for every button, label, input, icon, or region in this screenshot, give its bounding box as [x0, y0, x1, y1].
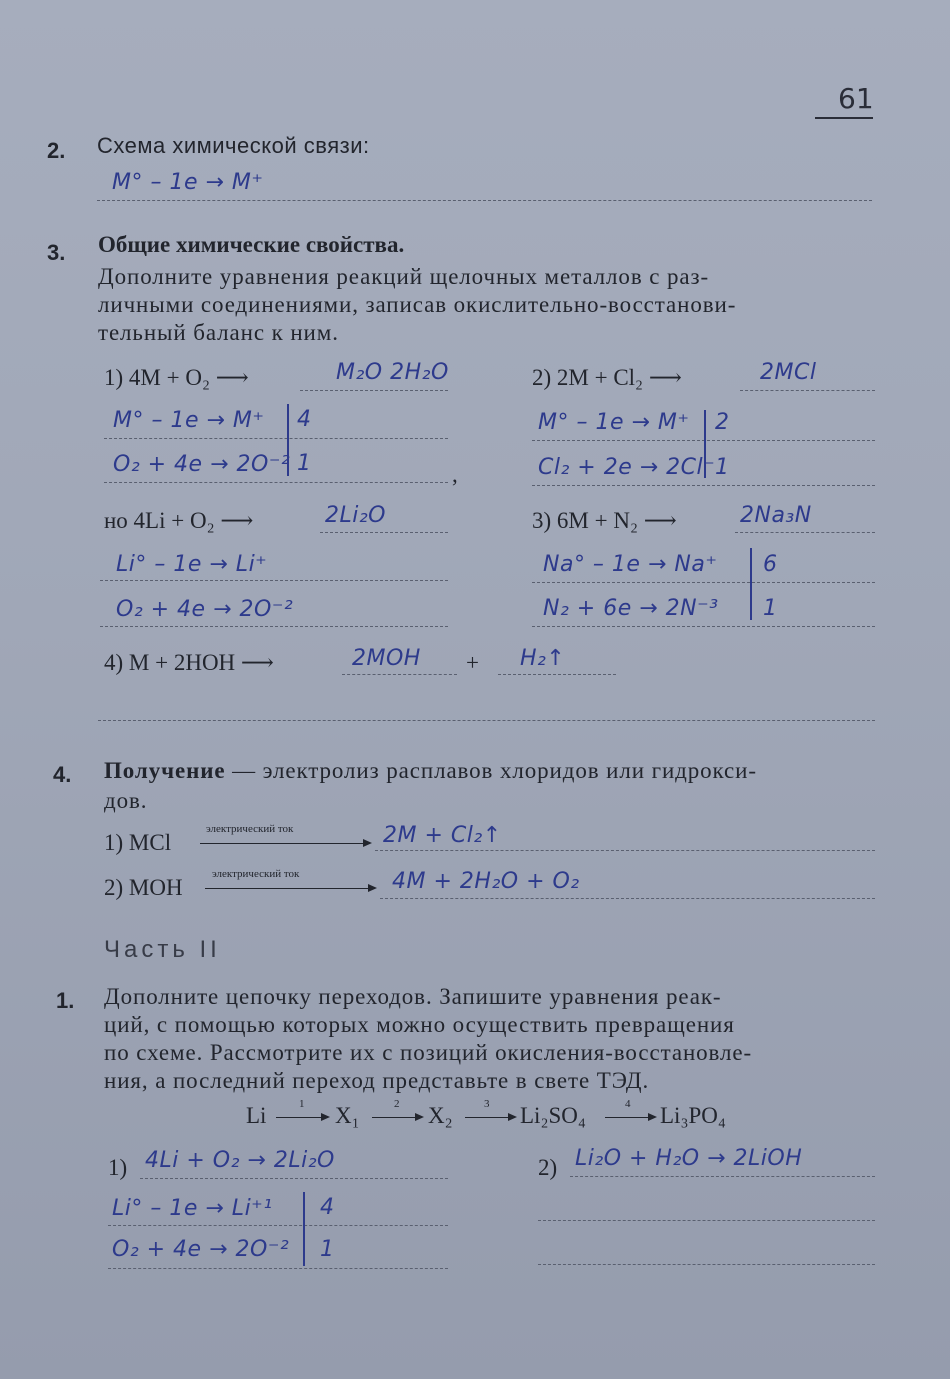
answer-2-line-3 — [538, 1264, 875, 1265]
electrolysis-2-arrow — [205, 888, 375, 889]
page-number-underline — [815, 117, 873, 119]
reaction-1-balance-1: M° – 1e → M⁺ — [113, 408, 265, 433]
electrolysis-1-label: 1) MCl — [104, 830, 172, 855]
reaction-3-balance-2: N₂ + 6e → 2N⁻³ — [543, 596, 719, 621]
answer-1-handwriting: 4Li + O₂ → 2Li₂O — [145, 1148, 335, 1173]
section-3-text-line-3: тельный баланс к ним. — [98, 320, 339, 345]
answer-2-line-2 — [538, 1220, 875, 1221]
part-2-text-line-1: Дополните цепочку переходов. Запишите уравнения реак- — [104, 984, 722, 1009]
reaction-3-balance-divider — [750, 548, 752, 620]
answer-1-balance-1: Li° – 1e → Li⁺¹ — [112, 1196, 273, 1221]
answer-1-line — [140, 1178, 448, 1179]
reaction-1-coef-2: 1 — [297, 451, 312, 476]
part-2-text-line-2: ций, с помощью которых можно осуществить превращения — [104, 1012, 735, 1037]
reaction-li-label: но 4Li + O₂ ⟶ — [104, 508, 254, 533]
reaction-4-line-2 — [498, 674, 616, 675]
reaction-2-balance-1: M° – 1e → M⁺ — [538, 410, 690, 435]
reaction-4-product-1: 2MOH — [352, 646, 421, 671]
chain-step-4: 4 — [625, 1098, 631, 1110]
answer-1-line-2 — [108, 1225, 448, 1226]
reaction-2-line — [740, 390, 875, 391]
reaction-li-balance-1: Li° – 1e → Li⁺ — [116, 552, 268, 577]
reaction-1-balance-2: O₂ + 4e → 2O⁻² — [113, 452, 291, 477]
part-2-text-line-3: по схеме. Рассмотрите их с позиций окисления-восстановле- — [104, 1040, 753, 1065]
section-4-title — [104, 756, 757, 785]
section-4-title-bold: Получение — [104, 758, 226, 783]
chain-item-1: Li — [246, 1103, 267, 1128]
electrolysis-2-arrow-label: электрический ток — [212, 868, 300, 880]
reaction-2-label: 2) 2M + Cl₂ ⟶ — [532, 365, 682, 390]
reaction-4-line-1 — [342, 674, 457, 675]
reaction-li-product: 2Li₂O — [325, 503, 387, 528]
chain-arrow-3 — [465, 1117, 515, 1118]
reaction-1-line — [300, 390, 448, 391]
section-3-number: 3. — [47, 240, 66, 265]
reaction-4-product-2: H₂↑ — [520, 646, 566, 671]
section-4-number: 4. — [53, 762, 72, 787]
reaction-li-balance-2: O₂ + 4e → 2O⁻² — [116, 597, 294, 622]
electrolysis-1-arrow-label: электрический ток — [206, 823, 294, 835]
reaction-4-line-3 — [98, 720, 875, 721]
electrolysis-2-product: 4M + 2H₂O + O₂ — [392, 869, 580, 894]
chain-step-2: 2 — [394, 1098, 400, 1110]
page-number: 61 — [838, 82, 874, 115]
section-3-text-line-2: личными соединениями, записав окислительно-восстанови- — [98, 292, 737, 317]
answer-1-balance-divider — [303, 1192, 305, 1266]
reaction-3-line — [735, 532, 875, 533]
electrolysis-1-product: 2M + Cl₂↑ — [383, 823, 502, 848]
reaction-2-coef-2: 1 — [715, 455, 730, 480]
reaction-2-balance-2: Cl₂ + 2e → 2Cl⁻ — [538, 455, 716, 480]
reaction-1-line-2 — [104, 438, 448, 439]
reaction-1-coef-1: 4 — [297, 407, 312, 432]
reaction-1-balance-divider — [287, 404, 289, 476]
electrolysis-1-arrow — [200, 843, 370, 844]
reaction-3-balance-1: Na° – 1e → Na⁺ — [543, 552, 718, 577]
reaction-3-line-2 — [532, 582, 875, 583]
answer-2-line — [570, 1176, 875, 1177]
section-2-number: 2. — [47, 138, 66, 163]
reaction-1-product: M₂O 2H₂O — [336, 360, 449, 385]
section-3-title: Общие химические свойства. — [98, 232, 405, 257]
reaction-2-product: 2MCl — [760, 360, 817, 385]
answer-1-coef-1: 4 — [320, 1195, 335, 1220]
answer-2-handwriting: Li₂O + H₂O → 2LiOH — [575, 1146, 803, 1171]
part-2-task-1-number: 1. — [56, 988, 75, 1013]
reaction-1-line-3 — [104, 482, 448, 483]
reaction-3-product: 2Na₃N — [740, 503, 812, 528]
reaction-4-label: 4) M + 2HOH ⟶ — [104, 650, 274, 675]
chain-step-1: 1 — [299, 1098, 305, 1110]
electrolysis-2-line — [380, 898, 875, 899]
answer-1-line-3 — [108, 1268, 448, 1269]
section-2-title: Схема химической связи: — [97, 133, 370, 158]
chain-item-5: Li₃PO₄ — [660, 1103, 726, 1128]
reaction-2-balance-divider — [704, 410, 706, 478]
electrolysis-2-label: 2) MOH — [104, 875, 183, 900]
electrolysis-1-line — [375, 850, 875, 851]
chain-arrow-2 — [372, 1117, 422, 1118]
reaction-2-coef-1: 2 — [715, 410, 730, 435]
answer-1-coef-2: 1 — [320, 1237, 335, 1262]
chain-item-4: Li₂SO₄ — [520, 1103, 586, 1128]
reaction-3-coef-1: 6 — [763, 552, 778, 577]
reaction-4-plus: + — [466, 650, 479, 675]
reaction-2-line-3 — [532, 485, 875, 486]
reaction-1-label: 1) 4M + O₂ ⟶ — [104, 365, 249, 390]
answer-1-label: 1) — [108, 1155, 128, 1180]
chain-item-3: X₂ — [428, 1103, 453, 1128]
answer-2-label: 2) — [538, 1155, 558, 1180]
reaction-3-label: 3) 6M + N₂ ⟶ — [532, 508, 677, 533]
reaction-1-comma: , — [452, 462, 458, 487]
answer-1-balance-2: O₂ + 4e → 2O⁻² — [112, 1237, 290, 1262]
section-2-line-1 — [97, 200, 872, 201]
chain-arrow-4 — [605, 1117, 655, 1118]
section-4-title-rest: — электролиз расплавов хлоридов или гидрокси- — [225, 758, 757, 783]
reaction-3-line-3 — [532, 626, 875, 627]
reaction-li-line-3 — [100, 626, 448, 627]
section-3-text-line-1: Дополните уравнения реакций щелочных металлов с раз- — [98, 264, 710, 289]
reaction-3-coef-2: 1 — [763, 596, 778, 621]
section-2-handwriting: M° – 1e → M⁺ — [112, 170, 264, 195]
reaction-li-line — [320, 532, 448, 533]
reaction-li-line-2 — [100, 580, 448, 581]
part-2-title: Часть II — [104, 936, 221, 963]
part-2-text-line-4: ния, а последний переход представьте в свете ТЭД. — [104, 1068, 650, 1093]
chain-step-3: 3 — [484, 1098, 490, 1110]
section-4-title-line-2: дов. — [104, 788, 148, 813]
chain-item-2: X₁ — [335, 1103, 360, 1128]
chain-arrow-1 — [276, 1117, 328, 1118]
